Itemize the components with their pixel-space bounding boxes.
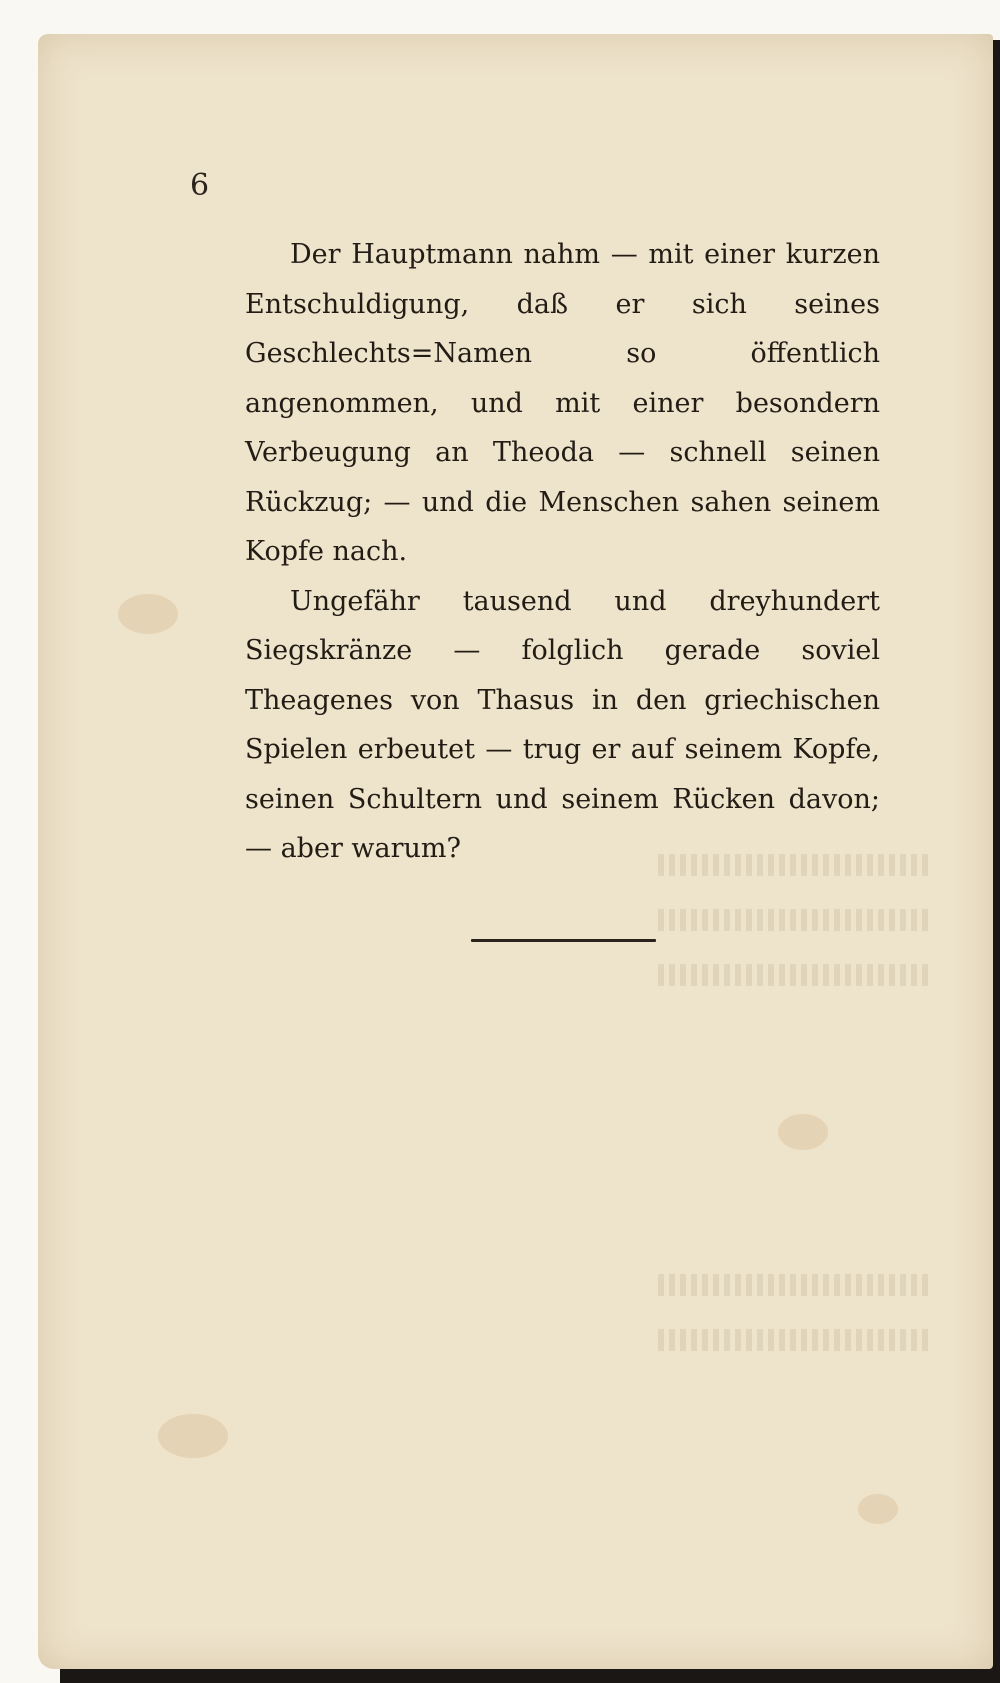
bleed-through xyxy=(658,1274,928,1296)
foxing-stain xyxy=(858,1494,898,1524)
paragraph: Der Hauptmann nahm — mit einer kurzen Entschuldigung, daß er sich seines Geschlechts=Namen so öffentlich angenommen, und mit einer besondern Verbeugung an Theoda — schnell seinen Rückzug; — und die Menschen sahen seinem Kopfe nach. xyxy=(245,239,880,567)
bleed-through xyxy=(658,964,928,986)
paragraph: Ungefähr tausend und dreyhundert Siegskränze — folglich gerade soviel Theagenes von Thasus in den griechischen Spielen erbeutet — trug er auf seinem Kopfe, seinen Schultern und seinem Rücken davon; — aber warum? xyxy=(245,585,880,864)
end-rule xyxy=(471,939,656,942)
foxing-stain xyxy=(118,594,178,634)
page-number: 6 xyxy=(190,168,210,203)
foxing-stain xyxy=(778,1114,828,1150)
foxing-stain xyxy=(158,1414,228,1458)
bleed-through xyxy=(658,1329,928,1351)
bleed-through xyxy=(658,909,928,931)
body-text xyxy=(245,230,880,874)
